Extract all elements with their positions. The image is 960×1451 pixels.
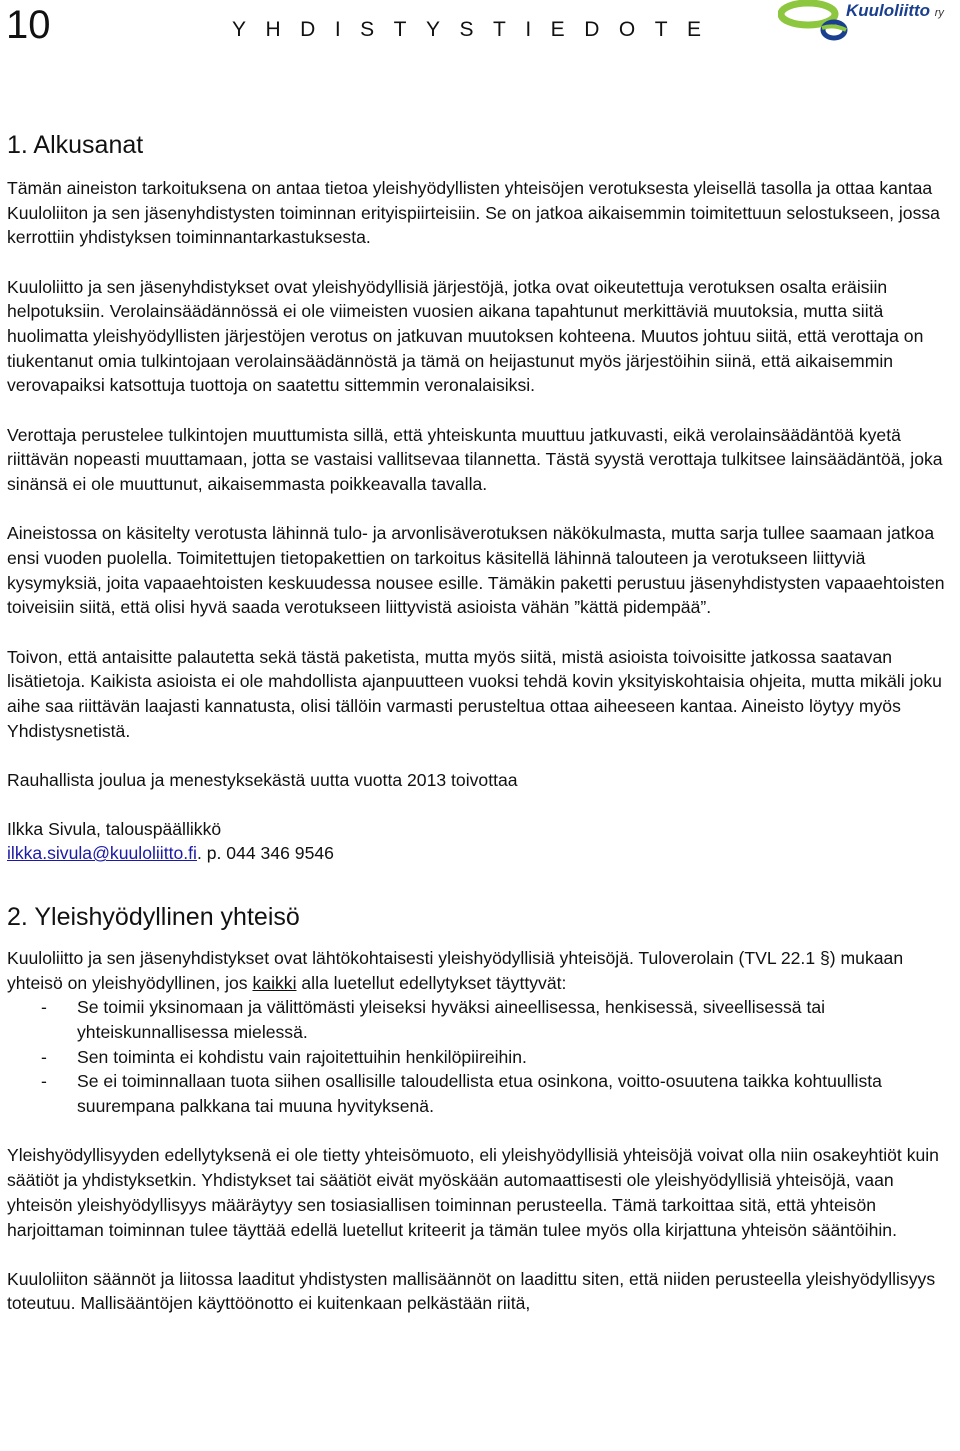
greeting-line: Rauhallista joulua ja menestyksekästä uutta vuotta 2013 toivottaa (7, 769, 518, 790)
definition-underlined-word: kaikki (252, 972, 297, 993)
paragraph-tax-relief: Kuuloliitto ja sen jäsenyhdistykset ovat yleishyödyllisiä järjestöjä, jotka ovat oikeutettuja verotuksen osalta eräisiin helpotuksiin. Verolainsäädännössä ei ole viimeisten vuosien aikana tapahtunut merkittäviä muutoksia, mutta siitä huolimatta yleishyödyllisten järjestöjen verotus on jatkuvan muutoksen kohteena. Muutos johtuu siitä, että verottaja on tiukentanut omia tulkintojaan verolainsäädännöstä ja tämä on heijastunut myös järjestöihin siinä, että aikaisemmin verovapaiksi katsottuja tuottoja on saatettu sittemmin veronalaisiksi. (7, 276, 924, 396)
phone-number: . p. 044 346 9546 (196, 843, 334, 864)
page-number: 10 (6, 3, 51, 47)
list-item (7, 1045, 957, 1070)
paragraph-entity-form: Yleishyödyllisyyden edellytyksenä ei ole tietty yhteisömuoto, eli yleishyödyllisiä yhteisöjä voivat olla niin osakeyhtiöt kuin säätiöt ja yhdistyksetkin. Yhdistykset tai säätiöt eivät myöskään automaattisesti ole yleishyödyllisiä yhteisöjä, vaan yhteisön yleishyödyllisyys määräytyy sen tosiasiallisen toiminnan perusteella. Tämä tarkoittaa sitä, että yhteisön harjoittaman toiminnan tulee täyttää edellä luetellut kriteerit ja tämän tulee myös olla kirjattuna yhteisön sääntöihin. (7, 1145, 939, 1240)
list-item (7, 995, 957, 1044)
kuuloliitto-logo (778, 0, 960, 42)
paragraph-scope: Aineistossa on käsitelty verotusta lähinnä tulo- ja arvonlisäverotuksen näkökulmasta, mutta sarja tullee saamaan jatkoa ensi vuoden puolella. Toimitettujen tietopakettien on tarkoitus käsitellä lähinnä talouteen ja verotukseen liittyviä kysymyksiä, joita vapaaehtoisten keskuudessa nousee esille. Tämäkin paketti perustuu jäsenyhdistysten vapaaehtoisten toiveisiin siitä, että olisi hyvä saada verotukseen liittyvistä asioista vähän ”kättä pidempää”. (7, 523, 945, 618)
definition-text-before: Kuuloliitto ja sen jäsenyhdistykset ovat lähtökohtaisesti yleishyödyllisiä yhteisöjä. Tuloverolain (TVL 22.1 §) mukaan yhteisö on yleishyödyllinen, jos (7, 947, 904, 993)
contact-line (7, 841, 957, 866)
criterion-text: Se ei toiminnallaan tuota siihen osallisille taloudellista etua osinkona, voitto-osuutena taikka kohtuullista suurempana palkkana tai muuna hyvityksenä. (77, 1071, 882, 1117)
paragraph-intro: Tämän aineiston tarkoituksena on antaa tietoa yleishyödyllisten yhteisöjen verotuksesta yleisellä tasolla ja ottaa kantaa Kuuloliiton ja sen jäsenyhdistysten toiminnan erityispiirteisiin. Se on jatkoa aikaisemmin toimitettuun selostukseen, jossa kerrottiin yhdistyksen toiminnantarkastuksesta. (7, 178, 940, 248)
criterion-text: Sen toiminta ei kohdistu vain rajoitettuihin henkilöpiireihin. (77, 1046, 527, 1067)
logo-green-tail (822, 26, 846, 30)
heading-yleishyodyllinen: 2. Yleishyödyllinen yhteisö (7, 902, 300, 931)
logo-suffix: ry (934, 7, 944, 19)
newsletter-title: YHDISTYSTIEDOTE (232, 18, 721, 41)
list-item (7, 1069, 957, 1118)
email-link[interactable]: ilkka.sivula@kuuloliitto.fi (7, 843, 197, 864)
heading-alkusanat: 1. Alkusanat (7, 131, 144, 159)
document-body (7, 130, 957, 1341)
criterion-text: Se toimii yksinomaan ja välittömästi yleiseksi hyväksi aineellisessa, henkisessä, siveellisessä tai yhteiskunnallisessa mielessä. (77, 997, 826, 1043)
paragraph-definition (7, 946, 957, 995)
logo-mark-icon (778, 0, 848, 42)
paragraph-feedback: Toivon, että antaisitte palautetta sekä tästä paketista, mutta myös siitä, mistä asioista toivoisitte jatkossa saatavan lisätietoja. Kaikista asioista ei ole mahdollista ajanpuutteen vuoksi tehdä kovin yksityiskohtaisia ohjeita, mutta mikäli joku aihe saa riittävän laajasti kannatusta, olisi tällöin varmasti perusteltua ottaa aiheeseen kantaa. Aineisto löytyy myös Yhdistysnetistä. (7, 646, 942, 741)
signature-name: Ilkka Sivula, talouspäällikkö (7, 818, 222, 839)
logo-wordmark (846, 1, 944, 21)
list-dash: - (41, 1046, 47, 1067)
list-dash: - (41, 1071, 47, 1092)
list-dash: - (41, 997, 47, 1018)
logo-text: Kuuloliitto (846, 1, 931, 20)
definition-text-after: alla luetellut edellytykset täyttyvät: (296, 972, 567, 993)
paragraph-rules: Kuuloliiton säännöt ja liitossa laaditut yhdistysten mallisäännöt on laadittu siten, että niiden perusteella yleishyödyllisyys toteutuu. Mallisääntöjen käyttöönotto ei kuitenkaan pelkästään riitä, (7, 1268, 936, 1314)
criteria-list (7, 995, 957, 1119)
paragraph-interpretation: Verottaja perustelee tulkintojen muuttumista sillä, että yhteiskunta muuttuu jatkuvasti, eikä verolainsäädäntöä kyetä riittävän nopeasti muuttamaan, jotta se vastaisi vallitsevaa tilannetta. Tästä syystä verottaja tulkitsee lainsäädäntöä, joka sinänsä ei ole muuttunut, aikaisemmasta poikkeavalla tavalla. (7, 424, 943, 495)
